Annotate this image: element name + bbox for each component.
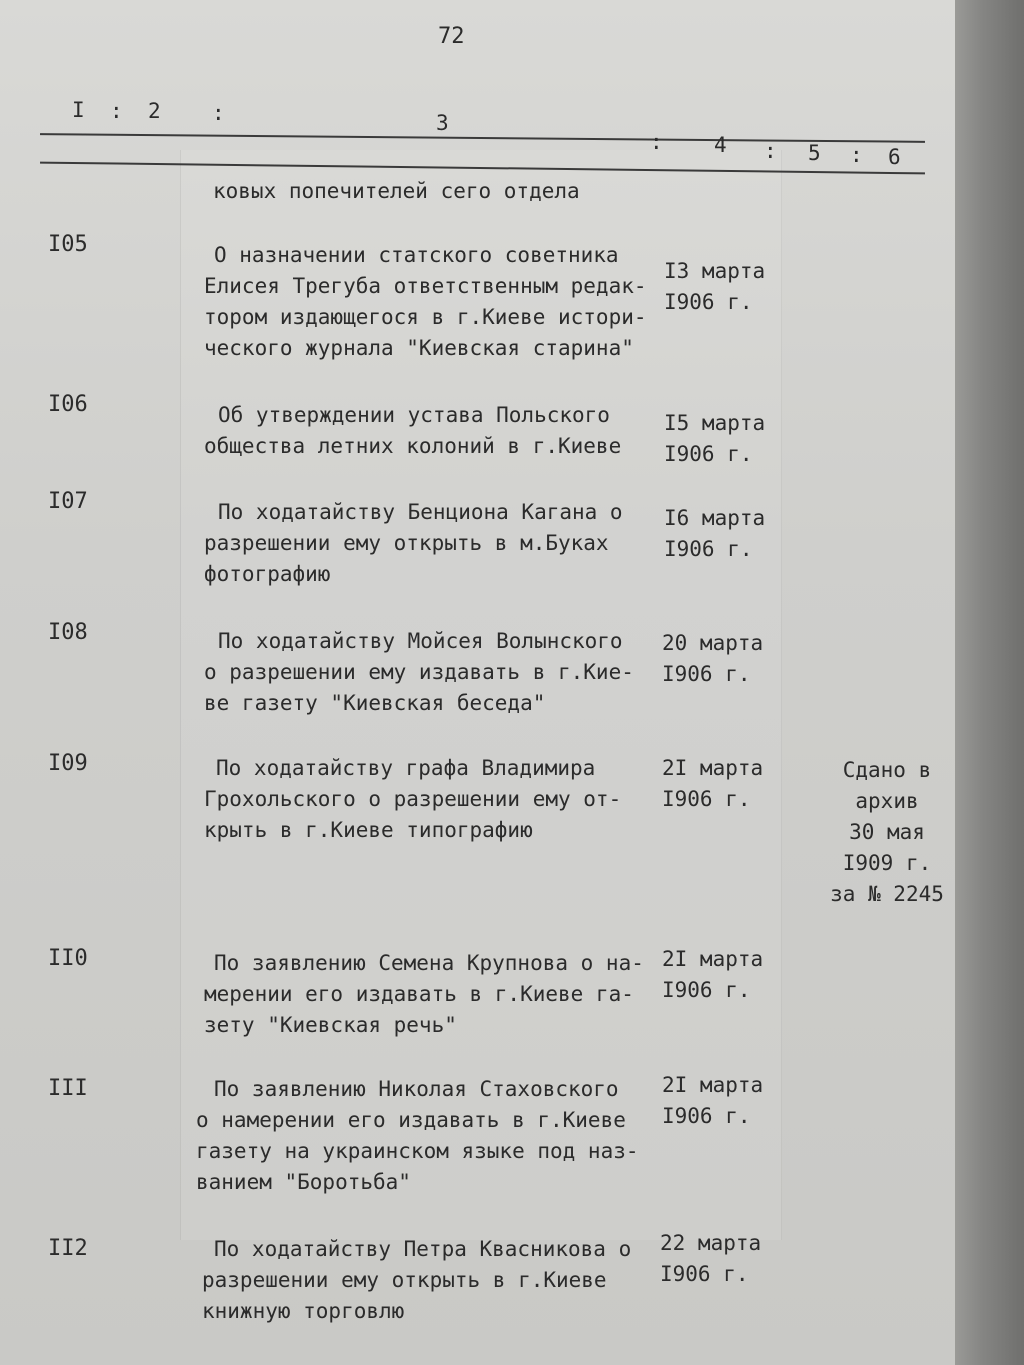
desc-line: газету на украинском языке под наз- (196, 1139, 639, 1163)
entry-number: I07 (48, 489, 88, 514)
header-sep-3: : (650, 130, 663, 154)
header-col-3: 3 (436, 111, 449, 135)
entry-number: I05 (48, 232, 88, 257)
entry-number: I08 (48, 620, 88, 645)
entry-description (196, 1074, 684, 1198)
entry-description (204, 497, 688, 590)
header-sep-1: : (110, 99, 123, 123)
continuation-line: ковых попечителей сего отдела (213, 179, 580, 203)
header-sep-4: : (764, 139, 777, 163)
header-col-2: 2 (148, 99, 161, 123)
desc-line: ческого журнала "Киевская старина" (204, 336, 634, 360)
entry-date (662, 628, 763, 690)
entry-date (660, 1228, 761, 1290)
header-col-4: 4 (714, 133, 727, 157)
entry-date (664, 503, 765, 565)
date-year: I906 г. (662, 1104, 751, 1128)
desc-line: Об утверждении устава Польского (218, 403, 610, 427)
page-edge-shadow (955, 0, 1024, 1365)
header-sep-5: : (850, 143, 863, 167)
header-col-5: 5 (808, 141, 821, 165)
date-year: I906 г. (662, 978, 751, 1002)
entry-number: II0 (48, 946, 88, 971)
date-day: 2I марта (662, 1073, 764, 1097)
entry-date (662, 753, 763, 815)
desc-line: По ходатайству Мойсея Волынского (218, 629, 623, 653)
note-line: Сдано в (842, 758, 932, 782)
desc-line: общества летних колоний в г.Киеве (204, 434, 622, 458)
entry-number: III (48, 1076, 88, 1101)
desc-line: По заявлению Семена Крупнова о на- (214, 951, 644, 975)
archive-note (822, 755, 952, 910)
note-line: 30 мая (849, 820, 925, 844)
entry-description (204, 948, 684, 1041)
date-day: I5 марта (664, 411, 766, 435)
date-day: 2I марта (662, 947, 764, 971)
note-line: за № 2245 (830, 882, 944, 906)
desc-line: разрешении ему открыть в г.Киеве (202, 1268, 607, 1292)
entry-description (204, 400, 688, 462)
note-line: архив (855, 789, 919, 813)
entry-date (664, 408, 765, 470)
desc-line: разрешении ему открыть в м.Буках (204, 531, 609, 555)
date-day: 2I марта (662, 756, 764, 780)
desc-line: ве газету "Киевская беседа" (204, 691, 546, 715)
date-day: I3 марта (664, 259, 766, 283)
desc-line: зету "Киевская речь" (204, 1013, 457, 1037)
date-year: I906 г. (662, 787, 751, 811)
desc-line: Грохольского о разрешении ему от- (204, 787, 622, 811)
desc-line: По ходатайству Бенциона Кагана о (218, 500, 623, 524)
desc-line: ванием "Боротьба" (196, 1170, 411, 1194)
header-sep-2: : (212, 101, 225, 125)
date-day: I6 марта (664, 506, 766, 530)
desc-line: крыть в г.Киеве типографию (204, 818, 533, 842)
entry-date (664, 256, 765, 318)
desc-line: По заявлению Николая Стаховского (214, 1077, 619, 1101)
entry-date (662, 944, 763, 1006)
date-day: 20 марта (662, 631, 764, 655)
header-col-6: 6 (888, 145, 901, 169)
date-year: I906 г. (662, 662, 751, 686)
date-year: I906 г. (664, 442, 753, 466)
entry-description (202, 1234, 684, 1327)
page-number: 72 (438, 24, 465, 49)
desc-line: о разрешении ему издавать в г.Кие- (204, 660, 634, 684)
entry-description (204, 240, 684, 364)
date-year: I906 г. (660, 1262, 749, 1286)
desc-line: о намерении его издавать в г.Киеве (196, 1108, 626, 1132)
header-col-1: I (72, 98, 85, 122)
date-day: 22 марта (660, 1231, 762, 1255)
desc-line: Елисея Трегуба ответственным редак- (204, 274, 647, 298)
entry-description (204, 626, 688, 719)
desc-line: книжную торговлю (202, 1299, 405, 1323)
header-top-rule (40, 133, 925, 143)
note-line: I909 г. (842, 851, 932, 875)
desc-line: тором издающегося в г.Киеве истори- (204, 305, 647, 329)
date-year: I906 г. (664, 290, 753, 314)
desc-line: По ходатайству Петра Квасникова о (214, 1237, 632, 1261)
entry-number: I09 (48, 751, 88, 776)
desc-line: О назначении статского советника (214, 243, 619, 267)
entry-number: I06 (48, 392, 88, 417)
entry-date (662, 1070, 763, 1132)
date-year: I906 г. (664, 537, 753, 561)
desc-line: мерении его издавать в г.Киеве га- (204, 982, 634, 1006)
entry-number: II2 (48, 1236, 88, 1261)
desc-line: По ходатайству графа Владимира (216, 756, 596, 780)
entry-description (204, 753, 686, 846)
desc-line: фотографию (204, 562, 331, 586)
